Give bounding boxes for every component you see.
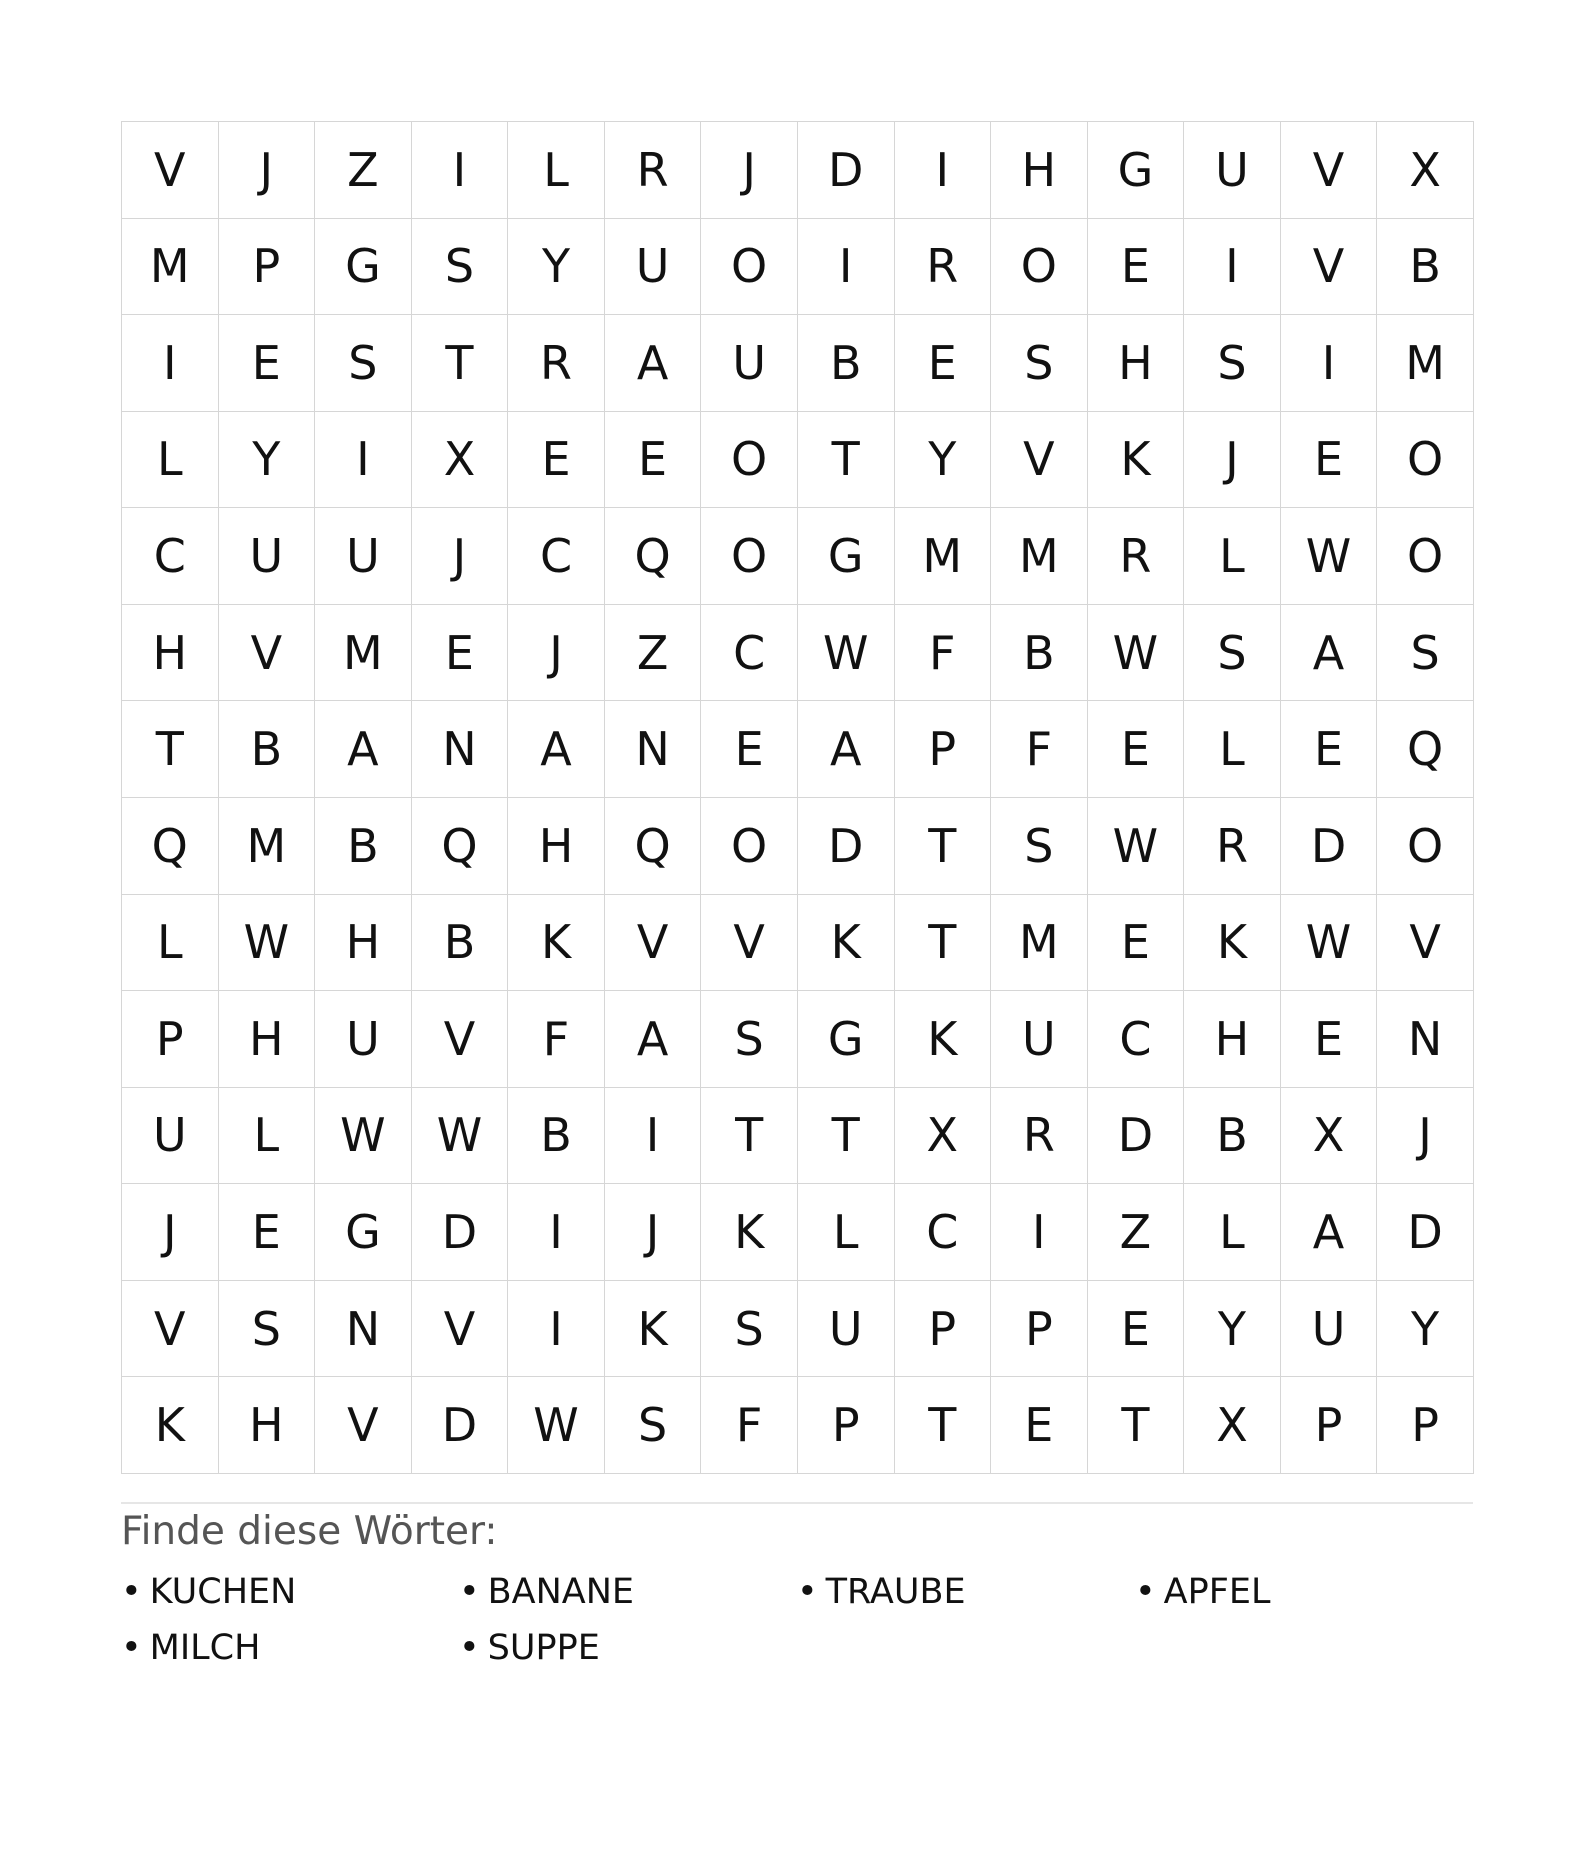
grid-cell[interactable]: U [991,991,1088,1088]
grid-cell[interactable]: E [1088,219,1185,316]
grid-cell[interactable]: I [895,122,992,219]
grid-cell[interactable]: S [991,315,1088,412]
bullet-icon: • [797,1571,818,1612]
grid-cell[interactable]: P [219,219,316,316]
grid-cell[interactable]: V [1281,219,1378,316]
grid-cell[interactable]: V [315,1377,412,1474]
grid-cell[interactable]: S [701,991,798,1088]
grid-cell[interactable]: E [1088,1281,1185,1378]
grid-cell[interactable]: H [219,991,316,1088]
grid-cell[interactable]: O [701,219,798,316]
word-list-item [797,1568,1135,1616]
grid-cell[interactable]: O [991,219,1088,316]
grid-cell[interactable]: I [315,412,412,509]
grid-cell[interactable]: E [1281,412,1378,509]
grid-cell[interactable]: I [412,122,509,219]
grid-cell[interactable]: Z [605,605,702,702]
grid-cell[interactable]: O [701,798,798,895]
letter-grid [121,121,1474,1474]
grid-cell[interactable]: C [701,605,798,702]
grid-cell[interactable]: S [1184,605,1281,702]
grid-cell[interactable]: L [219,1088,316,1185]
grid-cell[interactable]: L [1184,508,1281,605]
grid-cell[interactable]: W [412,1088,509,1185]
grid-cell[interactable]: T [798,412,895,509]
grid-cell[interactable]: C [122,508,219,605]
grid-cell[interactable]: H [508,798,605,895]
word-list-item [1135,1568,1473,1616]
grid-cell[interactable]: C [508,508,605,605]
grid-cell[interactable]: Y [1377,1281,1474,1378]
grid-cell[interactable]: I [122,315,219,412]
grid-cell[interactable]: M [122,219,219,316]
grid-cell[interactable]: O [1377,798,1474,895]
grid-cell[interactable]: X [895,1088,992,1185]
grid-cell[interactable]: E [895,315,992,412]
grid-cell[interactable]: O [701,412,798,509]
grid-cell[interactable]: M [991,508,1088,605]
grid-cell[interactable]: K [895,991,992,1088]
grid-cell[interactable]: Y [508,219,605,316]
grid-cell[interactable]: J [219,122,316,219]
grid-cell[interactable]: U [798,1281,895,1378]
grid-cell[interactable]: X [1377,122,1474,219]
grid-cell[interactable]: L [508,122,605,219]
grid-cell[interactable]: W [508,1377,605,1474]
grid-cell[interactable]: H [1184,991,1281,1088]
grid-cell[interactable]: U [122,1088,219,1185]
grid-cell[interactable]: L [1184,701,1281,798]
grid-cell[interactable]: I [508,1281,605,1378]
grid-cell[interactable]: B [508,1088,605,1185]
bullet-icon: • [459,1627,480,1668]
grid-cell[interactable]: T [895,798,992,895]
grid-cell[interactable]: O [701,508,798,605]
word-list-item [121,1568,459,1616]
grid-cell[interactable]: G [1088,122,1185,219]
grid-cell[interactable]: R [1184,798,1281,895]
grid-cell[interactable]: V [1281,122,1378,219]
grid-cell[interactable]: D [798,122,895,219]
grid-cell[interactable]: O [1377,508,1474,605]
grid-cell[interactable]: A [605,991,702,1088]
grid-cell[interactable]: P [895,1281,992,1378]
grid-cell[interactable]: I [508,1184,605,1281]
grid-cell[interactable]: F [991,701,1088,798]
grid-cell[interactable]: B [991,605,1088,702]
grid-cell[interactable]: E [1281,991,1378,1088]
grid-cell[interactable]: W [1088,605,1185,702]
grid-cell[interactable]: B [1377,219,1474,316]
grid-cell[interactable]: T [701,1088,798,1185]
grid-cell[interactable]: W [798,605,895,702]
grid-cell[interactable]: G [798,991,895,1088]
bullet-icon: • [121,1571,142,1612]
grid-cell[interactable]: Z [315,122,412,219]
grid-cell[interactable]: H [991,122,1088,219]
grid-cell[interactable]: V [701,895,798,992]
grid-cell[interactable]: M [895,508,992,605]
grid-cell[interactable]: K [1088,412,1185,509]
word-label: BANANE [487,1571,635,1612]
grid-cell[interactable]: M [219,798,316,895]
grid-cell[interactable]: F [701,1377,798,1474]
grid-cell[interactable]: I [798,219,895,316]
grid-cell[interactable]: N [1377,991,1474,1088]
grid-cell[interactable]: V [412,991,509,1088]
grid-cell[interactable]: Q [605,798,702,895]
grid-cell[interactable]: X [412,412,509,509]
word-label: KUCHEN [149,1571,297,1612]
grid-cell[interactable]: S [412,219,509,316]
grid-cell[interactable]: R [1088,508,1185,605]
grid-cell[interactable]: I [991,1184,1088,1281]
grid-cell[interactable]: U [701,315,798,412]
grid-cell[interactable]: U [605,219,702,316]
grid-cell[interactable]: A [1281,605,1378,702]
grid-cell[interactable]: K [1184,895,1281,992]
grid-cell[interactable]: O [1377,412,1474,509]
grid-cell[interactable]: P [991,1281,1088,1378]
grid-cell[interactable]: Q [605,508,702,605]
word-search-puzzle [121,121,1473,1672]
grid-cell[interactable]: M [991,895,1088,992]
grid-cell[interactable]: Q [122,798,219,895]
grid-cell[interactable]: J [122,1184,219,1281]
grid-cell[interactable]: E [991,1377,1088,1474]
grid-cell[interactable]: Y [895,412,992,509]
grid-cell[interactable]: R [605,122,702,219]
grid-cell[interactable]: E [1088,895,1185,992]
grid-cell[interactable]: N [315,1281,412,1378]
grid-cell[interactable]: A [605,315,702,412]
grid-cell[interactable]: V [122,1281,219,1378]
grid-cell[interactable]: Q [1377,701,1474,798]
grid-cell[interactable]: W [1281,895,1378,992]
grid-cell[interactable]: W [1088,798,1185,895]
grid-cell[interactable]: E [1281,701,1378,798]
grid-cell[interactable]: E [412,605,509,702]
grid-cell[interactable]: V [991,412,1088,509]
grid-cell[interactable]: I [1184,219,1281,316]
grid-cell[interactable]: Q [412,798,509,895]
grid-cell[interactable]: K [798,895,895,992]
grid-cell[interactable]: W [315,1088,412,1185]
grid-cell[interactable]: R [895,219,992,316]
grid-cell[interactable]: A [1281,1184,1378,1281]
grid-cell[interactable]: E [219,1184,316,1281]
grid-cell[interactable]: J [1184,412,1281,509]
grid-cell[interactable]: V [412,1281,509,1378]
grid-cell[interactable]: G [315,1184,412,1281]
word-list-item [459,1624,797,1672]
grid-cell[interactable]: E [219,315,316,412]
grid-cell[interactable]: D [1281,798,1378,895]
grid-cell[interactable]: K [508,895,605,992]
grid-cell[interactable]: H [1088,315,1185,412]
grid-cell[interactable]: B [798,315,895,412]
grid-cell[interactable]: L [122,412,219,509]
divider [121,1502,1473,1504]
grid-cell[interactable]: L [798,1184,895,1281]
grid-cell[interactable]: R [991,1088,1088,1185]
grid-cell[interactable]: C [1088,991,1185,1088]
grid-cell[interactable]: B [1184,1088,1281,1185]
word-label: MILCH [149,1627,261,1668]
grid-cell[interactable]: U [219,508,316,605]
grid-cell[interactable]: V [605,895,702,992]
grid-cell[interactable]: H [315,895,412,992]
grid-cell[interactable]: K [605,1281,702,1378]
grid-cell[interactable]: V [1377,895,1474,992]
grid-cell[interactable]: D [412,1377,509,1474]
grid-cell[interactable]: M [1377,315,1474,412]
grid-cell[interactable]: G [798,508,895,605]
grid-cell[interactable]: U [1184,122,1281,219]
grid-cell[interactable]: A [798,701,895,798]
grid-cell[interactable]: K [122,1377,219,1474]
grid-cell[interactable]: S [991,798,1088,895]
grid-cell[interactable]: P [1377,1377,1474,1474]
grid-cell[interactable]: V [122,122,219,219]
grid-cell[interactable]: F [895,605,992,702]
word-list-item [121,1624,459,1672]
grid-cell[interactable]: E [1088,701,1185,798]
grid-cell[interactable]: W [219,895,316,992]
grid-cell[interactable]: B [315,798,412,895]
grid-cell[interactable]: T [122,701,219,798]
grid-cell[interactable]: K [701,1184,798,1281]
grid-cell[interactable]: V [219,605,316,702]
word-label: SUPPE [487,1627,600,1668]
grid-cell[interactable]: B [219,701,316,798]
grid-cell[interactable]: U [315,991,412,1088]
grid-cell[interactable]: C [895,1184,992,1281]
grid-cell[interactable]: D [1088,1088,1185,1185]
grid-cell[interactable]: H [122,605,219,702]
grid-cell[interactable]: Y [219,412,316,509]
grid-cell[interactable]: P [895,701,992,798]
grid-cell[interactable]: W [1281,508,1378,605]
bullet-icon: • [1135,1571,1156,1612]
grid-cell[interactable]: M [315,605,412,702]
word-label: APFEL [1163,1571,1271,1612]
grid-cell[interactable]: E [605,412,702,509]
grid-cell[interactable]: A [508,701,605,798]
grid-cell[interactable]: F [508,991,605,1088]
grid-cell[interactable]: A [315,701,412,798]
grid-cell[interactable]: D [1377,1184,1474,1281]
grid-cell[interactable]: G [315,219,412,316]
grid-cell[interactable]: J [605,1184,702,1281]
grid-cell[interactable]: H [219,1377,316,1474]
bullet-icon: • [121,1627,142,1668]
grid-cell[interactable]: S [1377,605,1474,702]
grid-cell[interactable]: S [219,1281,316,1378]
grid-cell[interactable]: J [1377,1088,1474,1185]
grid-cell[interactable]: N [412,701,509,798]
grid-cell[interactable]: X [1184,1377,1281,1474]
grid-cell[interactable]: Y [1184,1281,1281,1378]
word-list-item [459,1568,797,1616]
word-label: TRAUBE [825,1571,966,1612]
grid-cell[interactable]: D [412,1184,509,1281]
grid-cell[interactable]: I [605,1088,702,1185]
grid-cell[interactable]: T [412,315,509,412]
word-list-heading: Finde diese Wörter: [121,1508,498,1554]
grid-cell[interactable]: T [798,1088,895,1185]
grid-cell[interactable]: T [1088,1377,1185,1474]
grid-cell[interactable]: Z [1088,1184,1185,1281]
grid-cell[interactable]: I [1281,315,1378,412]
grid-cell[interactable]: P [122,991,219,1088]
grid-cell[interactable]: N [605,701,702,798]
grid-cell[interactable]: S [1184,315,1281,412]
grid-cell[interactable]: J [412,508,509,605]
grid-cell[interactable]: J [701,122,798,219]
grid-cell[interactable]: S [701,1281,798,1378]
grid-cell[interactable]: T [895,895,992,992]
grid-cell[interactable]: U [1281,1281,1378,1378]
grid-cell[interactable]: L [122,895,219,992]
grid-cell[interactable]: S [315,315,412,412]
grid-cell[interactable]: D [798,798,895,895]
grid-cell[interactable]: J [508,605,605,702]
grid-cell[interactable]: E [701,701,798,798]
grid-cell[interactable]: L [1184,1184,1281,1281]
grid-cell[interactable]: U [315,508,412,605]
grid-cell[interactable]: X [1281,1088,1378,1185]
grid-cell[interactable]: E [508,412,605,509]
grid-cell[interactable]: P [1281,1377,1378,1474]
grid-cell[interactable]: B [412,895,509,992]
bullet-icon: • [459,1571,480,1612]
grid-cell[interactable]: T [895,1377,992,1474]
grid-cell[interactable]: S [605,1377,702,1474]
grid-cell[interactable]: P [798,1377,895,1474]
word-list [121,1568,1473,1672]
grid-cell[interactable]: R [508,315,605,412]
